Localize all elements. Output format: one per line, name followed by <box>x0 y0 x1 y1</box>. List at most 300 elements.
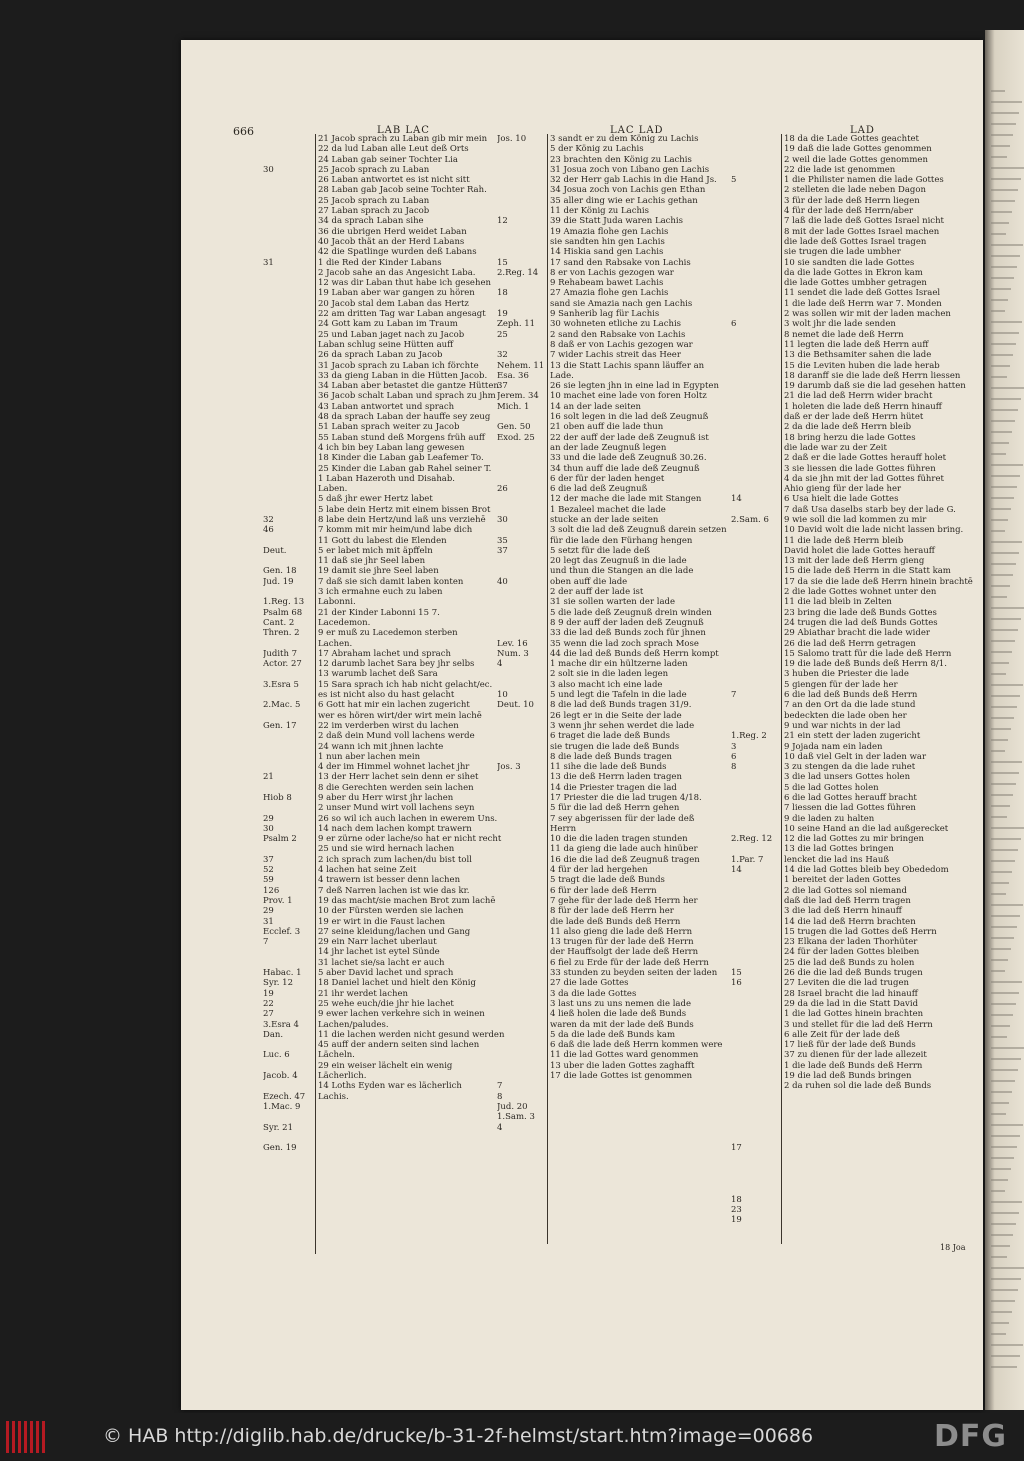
scripture-ref <box>731 618 783 628</box>
edge-text-line <box>991 1333 1006 1335</box>
scripture-ref <box>263 412 315 422</box>
scripture-ref <box>731 1112 783 1122</box>
edge-text-line <box>991 1124 1023 1126</box>
scripture-ref: Thren. 2 <box>263 628 300 639</box>
scripture-ref: 19 <box>497 309 508 320</box>
scripture-ref <box>263 391 315 401</box>
index-entry: 2 Jacob sahe an das Angesicht Laba. <box>318 267 476 278</box>
scripture-ref <box>263 453 315 463</box>
index-entry: 9 Sanherib lag für Lachis <box>550 309 660 320</box>
edge-text-line <box>991 1355 1020 1357</box>
scripture-ref <box>731 875 783 885</box>
index-entry: 3 sie liessen die lade Gottes führen <box>784 463 936 474</box>
edge-text-line <box>991 387 1024 389</box>
scripture-ref <box>731 947 783 957</box>
scripture-ref <box>497 1164 549 1174</box>
edge-text-line <box>991 112 1019 114</box>
scripture-ref: Nehem. 11 <box>497 360 545 371</box>
scripture-ref <box>731 1102 783 1112</box>
edge-text-line <box>991 860 1015 862</box>
index-entry: 2 unser Mund wirt voll lachens seyn <box>318 803 475 814</box>
scripture-ref <box>263 361 315 371</box>
scripture-ref <box>497 1030 549 1040</box>
edge-text-line <box>991 255 1020 257</box>
scripture-ref <box>263 144 315 154</box>
index-entry: 22 im verderben wirst du lachen <box>318 720 459 731</box>
index-entry: 5 er labet mich mit äpffeln <box>318 545 433 556</box>
scripture-ref <box>497 1071 549 1081</box>
index-entry: Lachen. <box>318 638 353 649</box>
index-entry: 15 die Leviten huben die lade herab <box>784 360 940 371</box>
index-entry: 31 lachet sie/sa lacht er auch <box>318 957 445 968</box>
scripture-ref: 19 <box>263 988 274 999</box>
scripture-ref <box>731 381 783 391</box>
index-entry: 9 wie soll die lad kommen zu mir <box>784 514 927 525</box>
scripture-ref <box>497 443 549 453</box>
index-entry: 13 die Bethsamiter sahen die lade <box>784 350 932 361</box>
index-entry: 10 David wolt die lade nicht lassen bring. <box>784 525 964 536</box>
index-entry: 6 die lad deß Bunds deß Herrn <box>784 690 918 701</box>
edge-text-line <box>991 211 1012 213</box>
scripture-ref <box>497 958 549 968</box>
scripture-ref: Deut. <box>263 545 287 556</box>
index-entry: 2 die lade Gottes wohnet unter den <box>784 587 937 598</box>
edge-text-line <box>991 497 1014 499</box>
scripture-ref: Jerem. 34 <box>497 391 539 402</box>
scripture-ref <box>263 639 315 649</box>
index-entry: 7 liessen die lad Gottes führen <box>784 803 916 814</box>
index-entry: daß die lad deß Herrn tragen <box>784 895 911 906</box>
scripture-ref: 1.Sam. 3 <box>497 1112 535 1123</box>
scripture-ref: 1.Par. 7 <box>731 854 764 865</box>
running-head-col2: LAC LAD <box>610 125 664 136</box>
index-entry: 3 die lad deß Herrn hinauff <box>784 906 902 917</box>
scripture-ref <box>263 433 315 443</box>
edge-text-line <box>991 739 1008 741</box>
index-entry: 15 Salomo tratt für die lade deß Herrn <box>784 648 952 659</box>
index-entry: 17 ließ für der lade deß Bunds <box>784 1040 916 1051</box>
scripture-ref <box>497 1195 549 1205</box>
scripture-ref <box>263 958 315 968</box>
scripture-ref <box>497 680 549 690</box>
scripture-ref <box>263 752 315 762</box>
scripture-ref <box>731 896 783 906</box>
index-entry: 3 die lad unsers Gottes holen <box>784 772 911 783</box>
scripture-ref <box>731 803 783 813</box>
edge-text-line <box>991 1069 1018 1071</box>
index-entry: 14 jhr lachet ist eytel Sünde <box>318 947 440 958</box>
index-entry: 5 aber David lachet und sprach <box>318 968 454 979</box>
scripture-ref <box>731 330 783 340</box>
index-entry: 7 laß die lade deß Gottes Israel nicht <box>784 216 944 227</box>
scripture-ref <box>263 402 315 412</box>
scripture-ref <box>497 247 549 257</box>
edge-text-line <box>991 321 1022 323</box>
scripture-ref <box>731 680 783 690</box>
index-entry: 8 mit der lade Gottes Israel machen <box>784 226 940 237</box>
index-entry: 4 lachen hat seine Zeit <box>318 865 417 876</box>
index-entry: 9 und war nichts in der lad <box>784 720 901 731</box>
scripture-ref <box>731 1081 783 1091</box>
index-entry: 6 fiel zu Erde für der lade deß Herrn <box>550 957 709 968</box>
edge-text-line <box>991 662 1009 664</box>
index-entry: 5 die lad Gottes holen <box>784 782 879 793</box>
edge-text-line <box>991 915 1020 917</box>
index-entry: 6 daß die lade deß Herrn kommen were <box>550 1040 723 1051</box>
scripture-ref <box>263 134 315 144</box>
scripture-ref <box>497 783 549 793</box>
index-entry: 11 daß sie jhr Seel laben <box>318 556 426 567</box>
index-entry: 5 der König zu Lachis <box>550 144 644 155</box>
edge-text-line <box>991 277 1014 279</box>
edge-text-line <box>991 431 1012 433</box>
edge-text-line <box>991 464 1023 466</box>
scripture-ref: 37 <box>497 381 508 392</box>
scripture-ref <box>497 875 549 885</box>
index-entry: es ist nicht also du hast gelacht <box>318 690 455 701</box>
index-entry: 5 giengen für der lade her <box>784 679 898 690</box>
edge-text-line <box>991 409 1018 411</box>
index-entry: 27 die lade Gottes <box>550 978 629 989</box>
edge-text-line <box>991 563 1016 565</box>
index-entry: 2 sand den Rabsake von Lachis <box>550 329 686 340</box>
scripture-ref <box>263 803 315 813</box>
scripture-ref: Actor. 27 <box>263 659 302 670</box>
index-entry: 9 aber du Herr wirst jhr lachen <box>318 793 454 803</box>
scripture-ref: 32 <box>497 350 508 361</box>
index-entry: 17 die lade Gottes ist genommen <box>550 1071 693 1082</box>
scripture-ref: Hiob 8 <box>263 793 292 803</box>
index-entry: 25 Kinder die Laban gab Rahel seiner T. <box>318 463 492 474</box>
index-entry: 19 daß die lade Gottes genommen <box>784 144 932 155</box>
scripture-ref <box>497 1153 549 1163</box>
edge-text-line <box>991 992 1019 994</box>
edge-text-line <box>991 1300 1015 1302</box>
scripture-ref: 6 <box>731 751 737 762</box>
scripture-ref <box>263 556 315 566</box>
scripture-ref <box>731 1153 783 1163</box>
edge-text-line <box>991 134 1013 136</box>
scripture-ref: Gen. 17 <box>263 720 297 731</box>
index-entry: 1 die lade deß Herrn war 7. Monden <box>784 298 942 309</box>
scripture-ref <box>497 669 549 679</box>
scripture-ref <box>497 855 549 865</box>
edge-text-line <box>991 893 1006 895</box>
scripture-ref <box>497 752 549 762</box>
scripture-ref <box>263 268 315 278</box>
edge-text-line <box>991 1322 1009 1324</box>
scripture-ref <box>497 814 549 824</box>
scripture-ref: Lev. 16 <box>497 638 528 649</box>
index-entry: 26 legt er in die Seite der lade <box>550 710 682 721</box>
scripture-ref <box>731 1133 783 1143</box>
scripture-ref <box>497 1205 549 1215</box>
scripture-ref <box>731 453 783 463</box>
scripture-ref: 19 <box>731 1215 742 1226</box>
scripture-ref <box>497 834 549 844</box>
scripture-ref: 46 <box>263 525 274 536</box>
edge-text-line <box>991 343 1016 345</box>
edge-text-line <box>991 332 1019 334</box>
edge-text-line <box>991 1223 1016 1225</box>
index-entry: 35 wenn die lad zoch sprach Mose <box>550 638 699 649</box>
column-3-rule <box>781 134 782 1244</box>
scripture-ref: 14 <box>731 494 742 505</box>
index-entry: 7 deß Narren lachen ist wie das kr. <box>318 885 470 896</box>
scripture-ref <box>497 1040 549 1050</box>
index-entry: 6 der für der laden henget <box>550 473 665 484</box>
scripture-ref <box>497 886 549 896</box>
scripture-ref: 8 <box>497 1091 503 1102</box>
scripture-ref: 6 <box>731 319 737 330</box>
edge-text-line <box>991 354 1013 356</box>
scripture-ref: 2.Reg. 14 <box>497 267 539 278</box>
scripture-ref: 23 <box>731 1204 742 1215</box>
edge-text-line <box>991 123 1016 125</box>
edge-text-line <box>991 1091 1012 1093</box>
scripture-ref <box>731 1009 783 1019</box>
index-entry: 4 trawern ist besser denn lachen <box>318 875 461 886</box>
scripture-ref <box>263 762 315 772</box>
scripture-ref: 30 <box>263 164 274 175</box>
scripture-ref <box>731 597 783 607</box>
index-entry: 17 Priester die die lad trugen 4/18. <box>550 793 702 803</box>
edge-text-line <box>991 838 1021 840</box>
index-entry: 9 Jojada nam ein laden <box>784 741 883 752</box>
scripture-ref <box>263 350 315 360</box>
scripture-ref <box>263 505 315 515</box>
index-entry: 2 da ruhen sol die lade deß Bunds <box>784 1081 932 1092</box>
index-entry: David holet die lade Gottes herauff <box>784 545 935 556</box>
scripture-ref <box>263 422 315 432</box>
index-entry: 8 er von Lachis gezogen war <box>550 267 674 278</box>
scripture-ref <box>731 443 783 453</box>
index-entry: 20 legt das Zeugnuß in die lade <box>550 556 687 567</box>
edge-text-line <box>991 761 1022 763</box>
scripture-ref <box>731 587 783 597</box>
edge-text-line <box>991 90 1005 92</box>
scripture-ref: Jud. 20 <box>497 1101 528 1112</box>
scripture-ref <box>263 319 315 329</box>
index-entry: 5 da die lade deß Bunds kam <box>550 1029 676 1040</box>
edge-text-line <box>991 805 1010 807</box>
index-entry: 20 Jacob stal dem Laban das Hertz <box>318 298 469 309</box>
scripture-ref <box>263 216 315 226</box>
index-entry: 21 ein stett der laden zugericht <box>784 731 921 742</box>
scripture-ref <box>731 711 783 721</box>
scripture-ref <box>731 814 783 824</box>
index-entry: 7 an den Ort da die lade stund <box>784 700 916 711</box>
index-entry: 14 Loths Eyden war es lächerlich <box>318 1081 462 1092</box>
scripture-ref: 30 <box>497 514 508 525</box>
scripture-ref: 8 <box>731 762 737 773</box>
catchword: 18 Joa <box>940 1243 966 1252</box>
edge-text-line <box>991 1036 1007 1038</box>
scripture-ref <box>731 350 783 360</box>
index-entry: 40 Jacob thät an der Herd Labans <box>318 236 465 247</box>
scripture-ref <box>263 237 315 247</box>
scripture-ref <box>731 422 783 432</box>
scripture-ref: 59 <box>263 875 274 886</box>
index-entry: 5 und legt die Tafeln in die lade <box>550 690 687 701</box>
scripture-ref: Prov. 1 <box>263 895 293 906</box>
edge-text-line <box>991 981 1022 983</box>
scripture-ref <box>731 1164 783 1174</box>
copyright-url[interactable]: © HAB http://diglib.hab.de/drucke/b-31-2f-helmst/start.htm?image=00686 <box>103 1425 814 1447</box>
edge-text-line <box>991 1344 1023 1346</box>
index-entry: 2 was sollen wir mit der laden machen <box>784 309 951 320</box>
index-entry: 1 bereitet der laden Gottes <box>784 875 901 886</box>
scripture-ref <box>731 772 783 782</box>
scripture-ref <box>497 1133 549 1143</box>
index-entry: 19 darumb daß sie die lad gesehen hatten <box>784 381 966 392</box>
scripture-ref <box>731 906 783 916</box>
index-entry: 11 die lad bleib in Zelten <box>784 597 892 608</box>
index-entry: 31 Jacob sprach zu Laban ich förchte <box>318 360 479 371</box>
index-entry: 3 für der lade deß Herrn liegen <box>784 195 920 206</box>
edge-text-line <box>991 1245 1010 1247</box>
index-entry: 29 Abiathar bracht die lade wider <box>784 628 930 639</box>
scripture-ref <box>731 721 783 731</box>
edge-text-line <box>991 1146 1017 1148</box>
scripture-ref <box>263 206 315 216</box>
scripture-ref <box>497 1050 549 1060</box>
scripture-ref: Exod. 25 <box>497 432 535 443</box>
index-entry: 23 bring die lade deß Bunds Gottes <box>784 607 937 618</box>
scripture-ref <box>263 464 315 474</box>
index-entry: 13 die Statt Lachis spann läuffer an <box>550 360 705 371</box>
index-entry: 23 brachten den König zu Lachis <box>550 154 692 165</box>
scripture-ref: 1.Mac. 9 <box>263 1101 301 1112</box>
scripture-ref: 15 <box>497 257 508 268</box>
edge-text-line <box>991 618 1021 620</box>
scripture-ref: 2.Mac. 5 <box>263 700 301 711</box>
scripture-ref: Psalm 2 <box>263 834 297 845</box>
index-entry: 18 Kinder die Laban gab Leafemer To. <box>318 453 484 464</box>
edge-text-line <box>991 233 1006 235</box>
index-entry: 29 da die lad in die Statt David <box>784 998 919 1009</box>
edge-text-line <box>991 827 1024 829</box>
scripture-ref <box>263 1112 315 1122</box>
scripture-ref <box>731 1092 783 1102</box>
index-entry: 31 Josua zoch von Libano gen Lachis <box>550 164 710 175</box>
scripture-ref <box>731 134 783 144</box>
index-entry: 10 der Fürsten werden sie lachen <box>318 906 464 917</box>
scripture-ref <box>731 886 783 896</box>
index-entry: 24 für der laden Gottes bleiben <box>784 947 920 958</box>
scripture-ref <box>497 793 549 803</box>
index-entry: 30 wohneten etliche zu Lachis <box>550 319 682 330</box>
scripture-ref: 52 <box>263 865 274 876</box>
scripture-ref: 4 <box>497 1122 503 1133</box>
scripture-ref: Jud. 19 <box>263 576 294 587</box>
scripture-ref <box>731 700 783 710</box>
scripture-ref <box>497 999 549 1009</box>
scripture-ref <box>731 391 783 401</box>
index-entry: 1 die lad Gottes hinein brachten <box>784 1009 924 1020</box>
index-entry: 25 wehe euch/die jhr hie lachet <box>318 998 454 1009</box>
index-entry: da die lade Gottes in Ekron kam <box>784 267 923 278</box>
index-entry: 7 wider Lachis streit das Heer <box>550 350 681 361</box>
edge-text-line <box>991 1157 1014 1159</box>
index-entry: 11 also gieng die lade deß Herrn <box>550 926 693 937</box>
edge-text-line <box>991 420 1015 422</box>
index-entry: 1 die Philister namen die lade Gottes <box>784 175 944 186</box>
edge-text-line <box>991 376 1007 378</box>
index-entry: 6 für der lade deß Herrn <box>550 885 657 896</box>
index-entry: 2 daß dein Mund voll lachens werde <box>318 731 475 742</box>
edge-text-line <box>991 167 1024 169</box>
edge-text-line <box>991 1278 1021 1280</box>
scripture-ref: Zeph. 11 <box>497 319 536 330</box>
index-entry: 27 Laban sprach zu Jacob <box>318 206 430 217</box>
scripture-ref <box>731 155 783 165</box>
index-entry: 5 labe dein Hertz mit einem bissen Brot <box>318 504 491 515</box>
index-entry: 32 der Herr gab Lachis in die Hand Js. <box>550 175 717 186</box>
scripture-ref <box>497 711 549 721</box>
scripture-ref: 2.Sam. 6 <box>731 514 769 525</box>
edge-text-line <box>991 574 1013 576</box>
edge-text-line <box>991 552 1019 554</box>
scripture-ref <box>497 1174 549 1184</box>
scripture-ref: 31 <box>263 257 274 268</box>
scripture-ref <box>731 1061 783 1071</box>
scripture-ref <box>497 525 549 535</box>
scripture-ref <box>497 505 549 515</box>
edge-text-line <box>991 244 1023 246</box>
index-entry: 6 die lad deß Zeugnuß <box>550 484 648 495</box>
scripture-ref <box>263 299 315 309</box>
scripture-ref: 37 <box>497 545 508 556</box>
edge-text-line <box>991 1212 1019 1214</box>
scripture-ref: Ecclef. 3 <box>263 926 301 937</box>
edge-text-line <box>991 288 1011 290</box>
edge-text-line <box>991 1113 1006 1115</box>
index-entry: die lade deß Bunds deß Herrn <box>550 916 681 927</box>
index-entry: 55 Laban stund deß Morgens früh auff <box>318 432 485 443</box>
edge-text-line <box>991 442 1009 444</box>
index-entry: 9 Rehabeam bawet Lachis <box>550 278 664 289</box>
index-entry: 3 wenn jhr sehen werdet die lade <box>550 720 695 731</box>
scripture-ref: Psalm 68 <box>263 607 303 618</box>
index-entry: 17 sand den Rabsake von Lachis <box>550 257 691 268</box>
scripture-ref <box>497 494 549 504</box>
scripture-ref: 4 <box>497 659 503 670</box>
index-entry: 24 wann ich mit jhnen lachte <box>318 741 444 752</box>
index-entry: 14 Hiskia sand gen Lachis <box>550 247 664 258</box>
index-entry: 12 der mache die lade mit Stangen <box>550 494 702 505</box>
scripture-ref: Jos. 10 <box>497 134 527 144</box>
scripture-ref <box>731 412 783 422</box>
index-entry: 14 die lad deß Herrn brachten <box>784 916 916 927</box>
column-2-rule <box>547 134 548 1244</box>
index-entry: 5 die lade deß Zeugnuß drein winden <box>550 607 712 618</box>
scripture-ref <box>731 917 783 927</box>
index-entry: 25 Jacob sprach zu Laban <box>318 195 430 206</box>
index-entry: 1 die lade deß Bunds deß Herrn <box>784 1060 923 1071</box>
index-entry: 17 Abraham lachet und sprach <box>318 648 451 659</box>
scripture-ref: 1.Reg. 13 <box>263 597 305 608</box>
index-entry: 21 oben auff die lade thun <box>550 422 664 433</box>
scripture-ref: 32 <box>263 514 274 525</box>
scripture-ref <box>497 1061 549 1071</box>
scripture-ref: 17 <box>731 1143 742 1154</box>
scripture-ref <box>731 474 783 484</box>
scripture-ref <box>263 196 315 206</box>
edge-text-line <box>991 475 1020 477</box>
column-3-entries <box>784 134 980 1092</box>
index-entry: 13 die deß Herrn laden tragen <box>550 772 682 783</box>
